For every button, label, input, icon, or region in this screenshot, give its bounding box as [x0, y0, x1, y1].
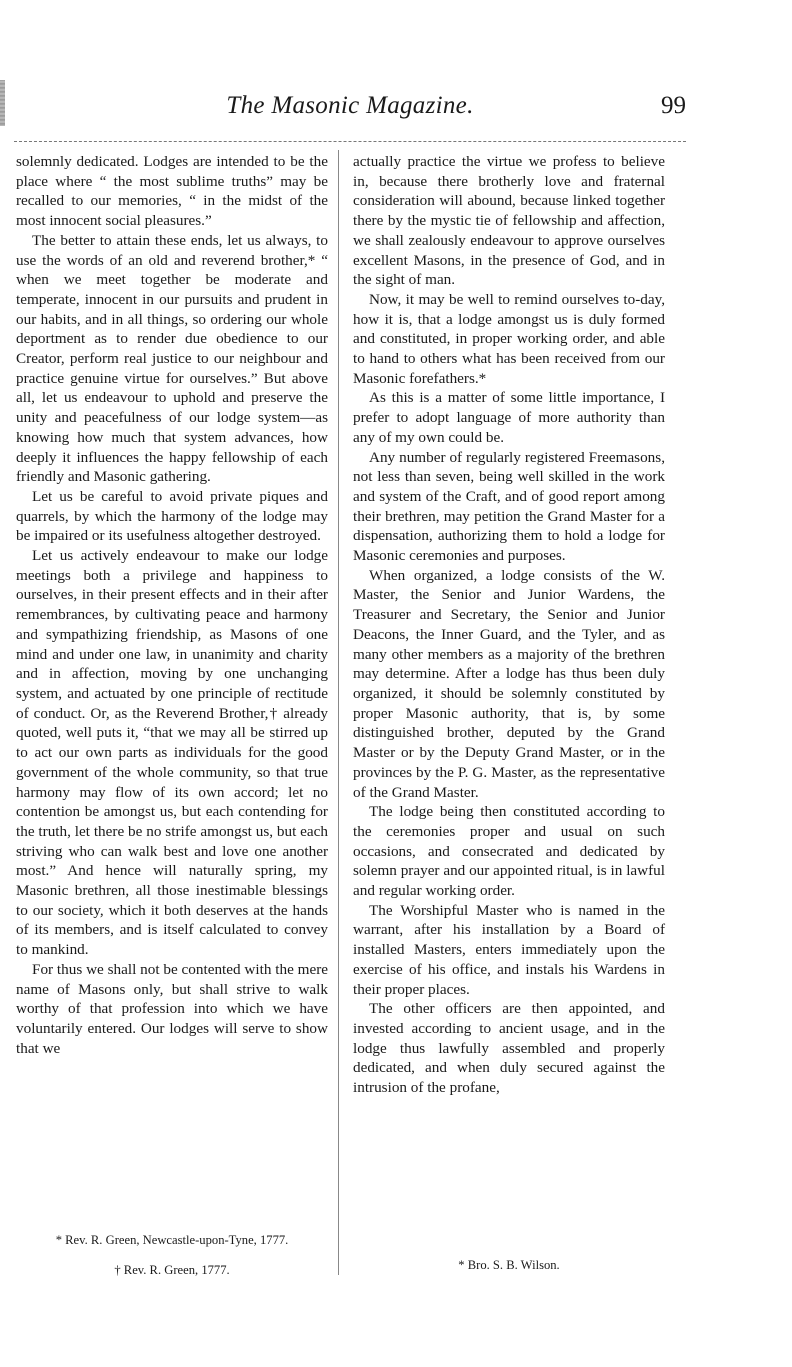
running-title: The Masonic Magazine.	[226, 92, 474, 119]
footnote: * Rev. R. Green, Newcastle-upon-Tyne, 1777.	[55, 1233, 289, 1247]
page-header	[14, 92, 686, 132]
column-divider	[338, 150, 339, 1275]
page-number: 99	[661, 92, 686, 119]
left-footnotes	[16, 1225, 328, 1285]
paragraph: For thus we shall not be contented with the mere name of Masons only, but shall strive to walk worthy of that profession into which we have voluntarily entered. Our lodges will serve to show that we	[16, 960, 328, 1057]
paragraph: Now, it may be well to remind ourselves to-day, how it is, that a lodge amongst us is duly formed and constituted, in proper working order, and able to hand to others what has been received from our Masonic forefathers.*	[353, 290, 665, 387]
paragraph: The lodge being then constituted according to the ceremonies proper and usual on such occasions, and consecrated and dedicated by solemn prayer and our appointed ritual, is in lawful and regular working order.	[353, 803, 665, 900]
right-footnotes	[353, 1250, 665, 1280]
paragraph: The Worshipful Master who is named in the warrant, after his installation by a Board of installed Masters, enters immediately upon the exercise of his office, and instals his Wardens in their proper places.	[353, 901, 665, 998]
scan-edge-artifact	[0, 80, 5, 126]
paragraph: As this is a matter of some little importance, I prefer to adopt language of more authority than any of my own could be.	[353, 389, 665, 446]
paragraph: Any number of regularly registered Freemasons, not less than seven, being well skilled in the work and system of the Craft, and of good report among their brethren, may petition the Grand Master for a dispensation, authorizing them to hold a lodge for Masonic ceremonies and purposes.	[353, 448, 665, 565]
header-rule	[14, 141, 686, 142]
paragraph: The better to attain these ends, let us always, to use the words of an old and reverend brother,* “ when we meet together be moderate and temperate, innocent in our pursuits and prudent in our habits, and in all things, so ordering our whole deportment as to render due obedience to our Creator, perform real justice to our neighbour and practice genuine virtue for ourselves.” But above all, let us endeavour to uphold and preserve the unity and peacefulness of our lodge system—as knowing how much that system advances, how deeply it influences the happy fellowship of each friendly and Masonic gathering.	[16, 231, 328, 486]
right-column	[353, 152, 665, 1098]
left-column	[16, 152, 328, 1058]
footnote: * Bro. S. B. Wilson.	[458, 1258, 560, 1272]
paragraph: When organized, a lodge consists of the W. Master, the Senior and Junior Wardens, the Treasurer and Secretary, the Senior and Junior Deacons, the Inner Guard, and the Tyler, and as many other members as a majority of the brethren may determine. After a lodge has thus been duly organized, it should be solemnly constituted by proper Masonic authority, that is, by some distinguished brother, deputed by the Grand Master or by the Deputy Grand Master, or in the provinces by the P. G. Master, as the representative of the Grand Master.	[353, 566, 665, 801]
footnote: † Rev. R. Green, 1777.	[114, 1263, 230, 1277]
paragraph: actually practice the virtue we profess to believe in, because there brotherly love and fraternal consideration will abound, because linked together there by the mystic tie of fellowship and affection, we shall zealously endeavour to approve ourselves excellent Masons, in the presence of God, and in the sight of man.	[353, 153, 665, 289]
paragraph: solemnly dedicated. Lodges are intended to be the place where “ the most sublime truths” may be recalled to our memories, “ in the midst of the most innocent social pleasures.”	[16, 153, 328, 230]
paragraph: Let us actively endeavour to make our lodge meetings both a privilege and happiness to ourselves, in their present effects and in their after remembrances, by cultivating peace and harmony and sympathizing friendship, as Masons of one mind and under one law, in unanimity and charity and in affection, moving by one unchanging system, and actuated by one principle of rectitude of conduct. Or, as the Reverend Brother,† already quoted, well puts it, “that we may all be stirred up to act our own parts as individuals for the good government of the whole community, so that true harmony may flow of its own accord; let no contention be amongst us, but each contending for the truth, let there be no strife amongst us, but each striving who can walk best and love one another most.” And hence will naturally spring, my Masonic brethren, all those inestimable blessings to our society, which it both deserves at the hands of its members, and is itself calculated to convey to mankind.	[16, 547, 328, 959]
paragraph: The other officers are then appointed, and invested according to ancient usage, and in the lodge thus lawfully assembled and properly dedicated, and when duly secured against the intrusion of the profane,	[353, 1000, 665, 1097]
paragraph: Let us be careful to avoid private piques and quarrels, by which the harmony of the lodge may be impaired or its usefulness altogether destroyed.	[16, 487, 328, 545]
